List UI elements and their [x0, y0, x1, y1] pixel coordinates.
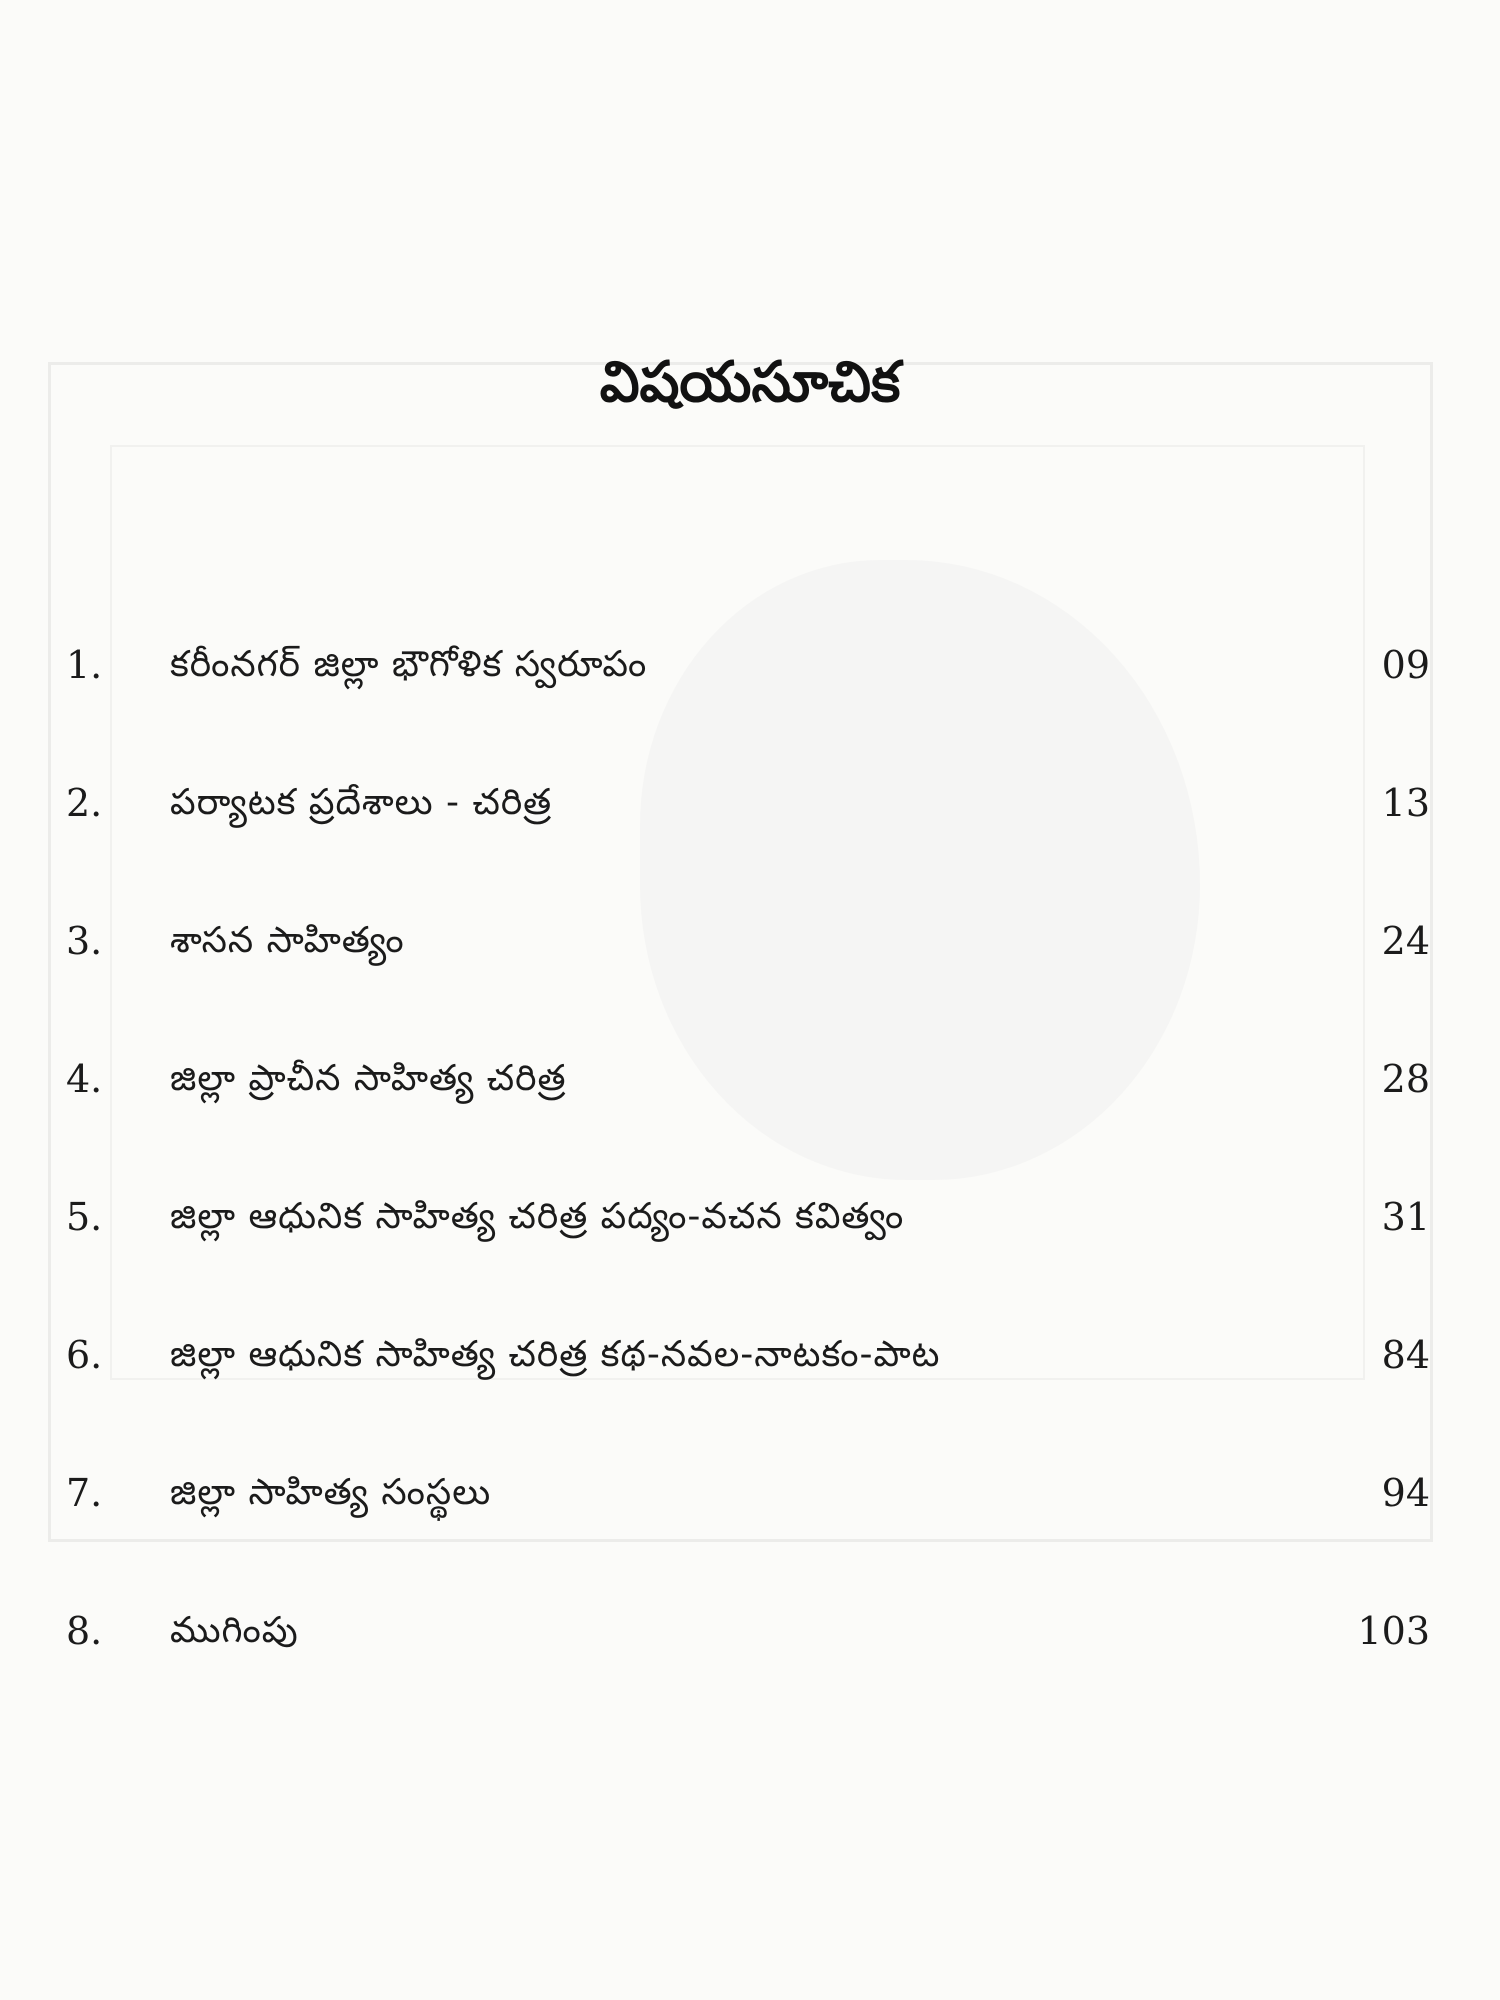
toc-entry: [66, 1468, 1430, 1606]
toc-entry-number: 2.: [66, 781, 103, 825]
toc-entry-number: 3.: [66, 919, 103, 963]
toc-entry: [66, 1192, 1430, 1330]
toc-entry: [66, 640, 1430, 778]
toc-entry-number: 4.: [66, 1057, 103, 1101]
toc-entry-number: 1.: [66, 643, 103, 687]
toc-entry-number: 7.: [66, 1471, 103, 1515]
toc-entry-title: శాసన సాహిత్యం: [170, 920, 405, 961]
toc-entry: [66, 1054, 1430, 1192]
toc-entry-page: 94: [1381, 1471, 1430, 1515]
toc-entry: [66, 916, 1430, 1054]
toc-entry-number: 5.: [66, 1195, 103, 1239]
toc-entry-page: 31: [1381, 1195, 1430, 1239]
table-of-contents: [66, 640, 1430, 1744]
toc-entry-page: 13: [1381, 781, 1430, 825]
toc-entry: [66, 778, 1430, 916]
toc-entry-number: 6.: [66, 1333, 103, 1377]
page-title: విషయసూచిక: [599, 350, 901, 415]
toc-entry-title: జిల్లా ఆధునిక సాహిత్య చరిత్ర కథ-నవల-నాటకం-పాట: [170, 1334, 941, 1375]
toc-entry-page: 09: [1381, 643, 1430, 687]
toc-entry-page: 103: [1357, 1609, 1430, 1653]
toc-entry-title: పర్యాటక ప్రదేశాలు - చరిత్ర: [170, 782, 553, 823]
toc-entry: [66, 1606, 1430, 1744]
toc-entry-page: 24: [1381, 919, 1430, 963]
toc-entry-title: ముగింపు: [170, 1610, 299, 1651]
toc-entry: [66, 1330, 1430, 1468]
toc-entry-title: కరీంనగర్ జిల్లా భౌగోళిక స్వరూపం: [170, 644, 648, 685]
toc-entry-number: 8.: [66, 1609, 103, 1653]
toc-entry-title: జిల్లా సాహిత్య సంస్థలు: [170, 1472, 492, 1513]
toc-entry-title: జిల్లా ఆధునిక సాహిత్య చరిత్ర పద్యం-వచన కవిత్వం: [170, 1196, 905, 1237]
toc-entry-title: జిల్లా ప్రాచీన సాహిత్య చరిత్ర: [170, 1058, 567, 1099]
toc-entry-page: 28: [1381, 1057, 1430, 1101]
toc-entry-page: 84: [1381, 1333, 1430, 1377]
